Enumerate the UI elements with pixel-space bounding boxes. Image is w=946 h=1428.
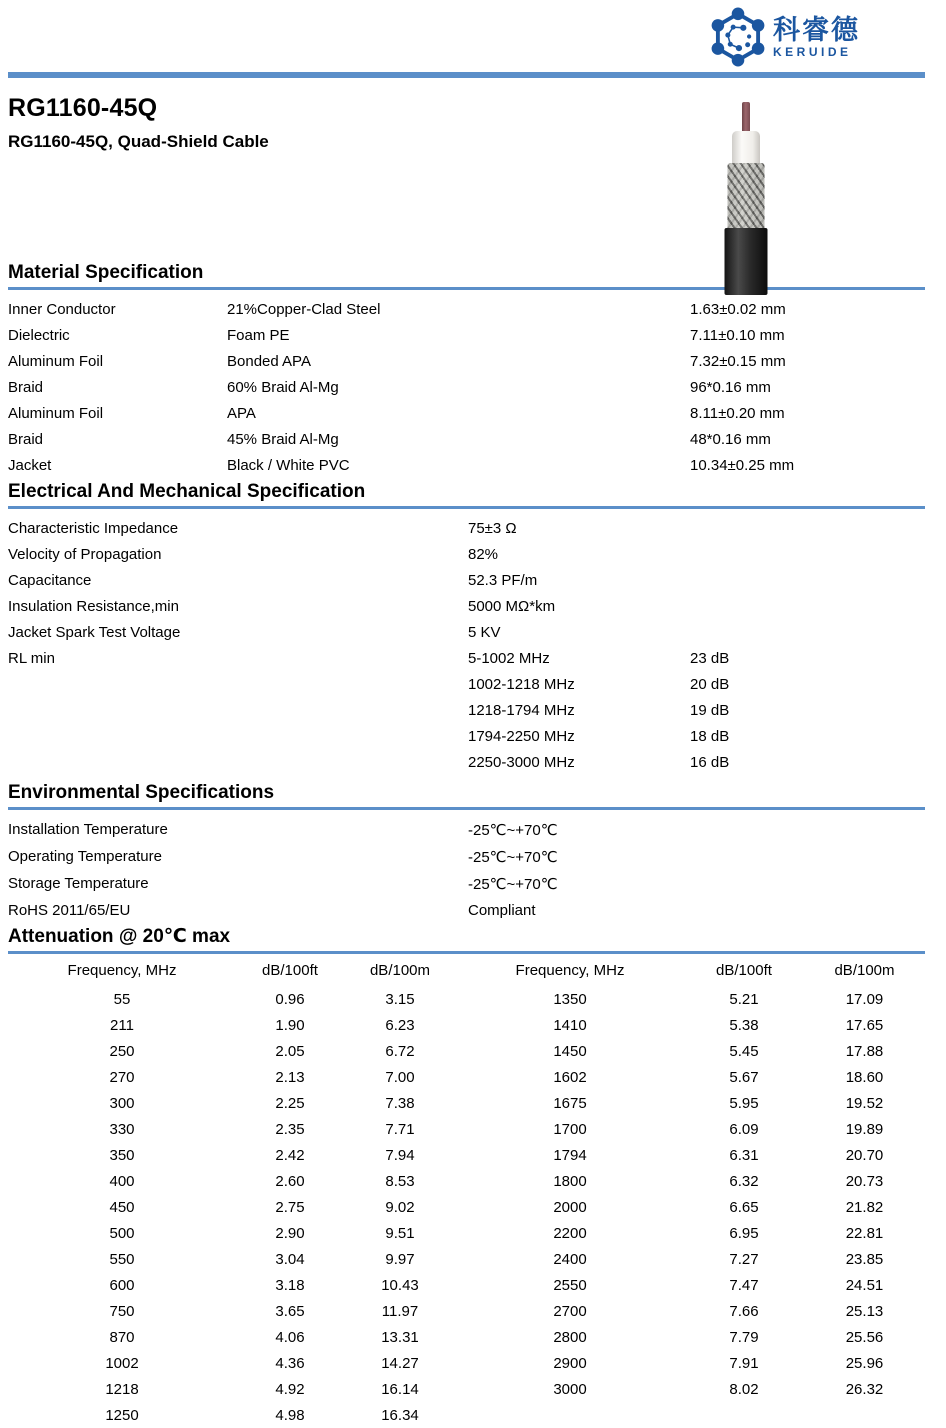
db100ft-right: 8.02 bbox=[729, 1380, 759, 1398]
db100m-right: 20.70 bbox=[845, 1146, 884, 1164]
material-dimension: 7.11±0.10 mm bbox=[690, 326, 785, 344]
table-row bbox=[8, 1142, 925, 1168]
material-value: Foam PE bbox=[227, 326, 290, 344]
db100ft-left: 2.90 bbox=[275, 1224, 305, 1242]
db100m-right: 23.85 bbox=[845, 1250, 884, 1268]
db100ft-left: 1.90 bbox=[275, 1016, 305, 1034]
column-header-db100ft-right: dB/100ft bbox=[716, 961, 772, 979]
material-label: Aluminum Foil bbox=[8, 352, 104, 370]
material-value: 60% Braid Al-Mg bbox=[227, 378, 339, 396]
db100ft-right: 7.66 bbox=[729, 1302, 759, 1320]
table-row bbox=[8, 1246, 925, 1272]
db100ft-right: 5.45 bbox=[729, 1042, 759, 1060]
column-header-db100m-right: dB/100m bbox=[834, 961, 895, 979]
db100m-left: 6.72 bbox=[385, 1042, 415, 1060]
environmental-label: RoHS 2011/65/EU bbox=[8, 902, 131, 919]
db100m-left: 6.23 bbox=[385, 1016, 415, 1034]
frequency-right: 3000 bbox=[553, 1380, 587, 1398]
db100ft-left: 2.42 bbox=[275, 1146, 305, 1164]
db100ft-right: 5.67 bbox=[729, 1068, 759, 1086]
electrical-value: 52.3 PF/m bbox=[468, 571, 538, 589]
table-row bbox=[8, 816, 925, 843]
db100m-right: 19.89 bbox=[845, 1120, 884, 1138]
page-title: RG1160-45Q bbox=[8, 94, 158, 122]
electrical-label: Characteristic Impedance bbox=[8, 519, 179, 537]
db100m-left: 16.14 bbox=[381, 1380, 419, 1398]
company-logo bbox=[709, 6, 860, 68]
table-row bbox=[8, 567, 925, 593]
db100ft-left: 0.96 bbox=[275, 990, 305, 1008]
db100m-right: 20.73 bbox=[845, 1172, 884, 1190]
table-row bbox=[8, 619, 925, 645]
cable-braid-shield bbox=[728, 163, 765, 230]
material-label: Aluminum Foil bbox=[8, 404, 104, 422]
db100m-right: 25.56 bbox=[845, 1328, 884, 1346]
db100ft-left: 2.13 bbox=[275, 1068, 305, 1086]
table-row bbox=[8, 1220, 925, 1246]
material-label: Dielectric bbox=[8, 326, 70, 344]
electrical-db-value: 18 dB bbox=[690, 727, 730, 745]
db100m-right: 17.65 bbox=[845, 1016, 884, 1034]
db100m-left: 7.71 bbox=[385, 1120, 415, 1138]
frequency-right: 2700 bbox=[553, 1302, 587, 1320]
frequency-left: 1250 bbox=[105, 1406, 139, 1424]
table-row bbox=[8, 1350, 925, 1376]
frequency-right: 1602 bbox=[553, 1068, 587, 1086]
section-heading-material: Material Specification bbox=[8, 262, 925, 290]
db100m-right: 26.32 bbox=[845, 1380, 884, 1398]
db100m-right: 25.96 bbox=[845, 1354, 884, 1372]
page-subtitle: RG1160-45Q, Quad-Shield Cable bbox=[8, 132, 269, 151]
db100ft-right: 5.21 bbox=[729, 990, 759, 1008]
electrical-label: Capacitance bbox=[8, 571, 92, 589]
material-dimension: 7.32±0.15 mm bbox=[690, 352, 786, 370]
electrical-value: 75±3 Ω bbox=[468, 519, 517, 537]
table-row bbox=[8, 749, 925, 775]
electrical-label: Jacket Spark Test Voltage bbox=[8, 623, 181, 641]
frequency-right: 2400 bbox=[553, 1250, 587, 1268]
material-dimension: 1.63±0.02 mm bbox=[690, 300, 786, 318]
db100ft-left: 3.04 bbox=[275, 1250, 305, 1268]
db100m-left: 14.27 bbox=[381, 1354, 419, 1372]
db100ft-left: 2.75 bbox=[275, 1198, 305, 1216]
electrical-value: 1002-1218 MHz bbox=[468, 675, 575, 693]
electrical-db-value: 20 dB bbox=[690, 675, 730, 693]
db100ft-right: 7.79 bbox=[729, 1328, 759, 1346]
environmental-label: Installation Temperature bbox=[8, 821, 168, 838]
db100ft-left: 4.98 bbox=[275, 1406, 305, 1424]
electrical-value: 5000 MΩ*km bbox=[468, 597, 556, 615]
table-row bbox=[8, 897, 925, 924]
material-value: 21%Copper-Clad Steel bbox=[227, 300, 381, 318]
db100ft-right: 5.95 bbox=[729, 1094, 759, 1112]
table-row bbox=[8, 1090, 925, 1116]
electrical-value: 1218-1794 MHz bbox=[468, 701, 575, 719]
table-row bbox=[8, 1402, 925, 1428]
table-row bbox=[8, 986, 925, 1012]
material-label: Braid bbox=[8, 378, 44, 396]
table-row bbox=[8, 541, 925, 567]
logo-wordmark bbox=[773, 14, 860, 59]
environmental-label: Storage Temperature bbox=[8, 875, 149, 892]
molecule-hexagon-logo-icon bbox=[709, 6, 767, 68]
environmental-label: Operating Temperature bbox=[8, 848, 162, 865]
frequency-left: 350 bbox=[109, 1146, 135, 1164]
material-dimension: 10.34±0.25 mm bbox=[690, 456, 795, 474]
material-spec-table bbox=[8, 296, 925, 478]
electrical-db-value: 19 dB bbox=[690, 701, 730, 719]
frequency-left: 1002 bbox=[105, 1354, 139, 1372]
material-dimension: 48*0.16 mm bbox=[690, 430, 771, 448]
db100ft-right: 6.09 bbox=[729, 1120, 759, 1138]
frequency-right: 2550 bbox=[553, 1276, 587, 1294]
frequency-right: 1450 bbox=[553, 1042, 587, 1060]
frequency-left: 55 bbox=[113, 990, 131, 1008]
section-heading-electrical: Electrical And Mechanical Specification bbox=[8, 481, 925, 509]
frequency-left: 450 bbox=[109, 1198, 135, 1216]
material-label: Jacket bbox=[8, 456, 52, 474]
db100ft-left: 3.18 bbox=[275, 1276, 305, 1294]
db100ft-left: 2.25 bbox=[275, 1094, 305, 1112]
db100ft-left: 4.36 bbox=[275, 1354, 305, 1372]
environmental-value: Compliant bbox=[468, 902, 536, 919]
frequency-right: 2800 bbox=[553, 1328, 587, 1346]
frequency-left: 600 bbox=[109, 1276, 135, 1294]
table-row bbox=[8, 593, 925, 619]
section-heading-attenuation: Attenuation @ 20℃ max bbox=[8, 925, 925, 954]
db100m-left: 9.51 bbox=[385, 1224, 415, 1242]
table-row bbox=[8, 697, 925, 723]
electrical-spec-table bbox=[8, 515, 925, 775]
frequency-left: 270 bbox=[109, 1068, 135, 1086]
frequency-left: 870 bbox=[109, 1328, 135, 1346]
db100ft-right: 7.47 bbox=[729, 1276, 759, 1294]
db100m-left: 13.31 bbox=[381, 1328, 419, 1346]
frequency-right: 1794 bbox=[553, 1146, 587, 1164]
table-row bbox=[8, 870, 925, 897]
frequency-right: 1700 bbox=[553, 1120, 587, 1138]
table-row bbox=[8, 348, 925, 374]
table-row bbox=[8, 400, 925, 426]
frequency-right: 1350 bbox=[553, 990, 587, 1008]
document-body bbox=[0, 94, 925, 1428]
frequency-left: 250 bbox=[109, 1042, 135, 1060]
db100ft-right: 6.65 bbox=[729, 1198, 759, 1216]
db100m-left: 10.43 bbox=[381, 1276, 419, 1294]
electrical-value: 5-1002 MHz bbox=[468, 649, 550, 667]
db100m-right: 17.09 bbox=[845, 990, 884, 1008]
material-label: Inner Conductor bbox=[8, 300, 116, 318]
db100m-right: 18.60 bbox=[845, 1068, 884, 1086]
section-heading-environmental: Environmental Specifications bbox=[8, 782, 925, 810]
table-row bbox=[8, 1376, 925, 1402]
header-divider-rule bbox=[8, 72, 925, 78]
table-row bbox=[8, 1168, 925, 1194]
db100m-left: 3.15 bbox=[385, 990, 415, 1008]
frequency-left: 500 bbox=[109, 1224, 135, 1242]
cable-dielectric bbox=[732, 131, 760, 164]
db100m-left: 7.00 bbox=[385, 1068, 415, 1086]
table-row bbox=[8, 645, 925, 671]
electrical-value: 2250-3000 MHz bbox=[468, 753, 575, 771]
db100m-right: 17.88 bbox=[845, 1042, 884, 1060]
table-row bbox=[8, 1012, 925, 1038]
table-row bbox=[8, 1064, 925, 1090]
column-header-frequency-right: Frequency, MHz bbox=[515, 961, 625, 979]
frequency-left: 1218 bbox=[105, 1380, 139, 1398]
frequency-right: 1675 bbox=[553, 1094, 587, 1112]
environmental-value: -25℃~+70℃ bbox=[468, 848, 558, 866]
db100ft-right: 6.31 bbox=[729, 1146, 759, 1164]
table-row bbox=[8, 426, 925, 452]
db100m-left: 7.94 bbox=[385, 1146, 415, 1164]
table-row bbox=[8, 1298, 925, 1324]
table-row bbox=[8, 515, 925, 541]
material-value: Black / White PVC bbox=[227, 456, 350, 474]
db100ft-right: 7.27 bbox=[729, 1250, 759, 1268]
material-value: 45% Braid Al-Mg bbox=[227, 430, 339, 448]
column-header-db100m-left: dB/100m bbox=[369, 961, 431, 979]
electrical-db-value: 16 dB bbox=[690, 753, 730, 771]
db100m-right: 24.51 bbox=[845, 1276, 884, 1294]
db100m-left: 9.02 bbox=[385, 1198, 415, 1216]
db100m-left: 9.97 bbox=[385, 1250, 415, 1268]
db100ft-left: 3.65 bbox=[275, 1302, 305, 1320]
frequency-right: 2900 bbox=[553, 1354, 587, 1372]
electrical-label: Velocity of Propagation bbox=[8, 545, 162, 563]
environmental-value: -25℃~+70℃ bbox=[468, 821, 558, 839]
column-header-frequency-left: Frequency, MHz bbox=[67, 961, 177, 979]
table-row bbox=[8, 1194, 925, 1220]
frequency-left: 400 bbox=[109, 1172, 135, 1190]
table-row bbox=[8, 452, 925, 478]
frequency-right: 1800 bbox=[553, 1172, 587, 1190]
db100m-left: 16.34 bbox=[381, 1406, 419, 1424]
db100ft-right: 6.95 bbox=[729, 1224, 759, 1242]
db100m-left: 8.53 bbox=[385, 1172, 415, 1190]
electrical-label: Insulation Resistance,min bbox=[8, 597, 179, 615]
frequency-right: 1410 bbox=[553, 1016, 587, 1034]
brand-name-english: KERUIDE bbox=[773, 44, 852, 59]
db100ft-right: 7.91 bbox=[729, 1354, 759, 1372]
material-value: APA bbox=[227, 404, 256, 422]
frequency-left: 211 bbox=[110, 1016, 134, 1034]
frequency-left: 330 bbox=[109, 1120, 135, 1138]
attenuation-table bbox=[8, 986, 925, 1428]
material-dimension: 96*0.16 mm bbox=[690, 378, 771, 396]
environmental-value: -25℃~+70℃ bbox=[468, 875, 558, 893]
table-row bbox=[8, 671, 925, 697]
db100ft-left: 2.35 bbox=[275, 1120, 305, 1138]
cable-jacket bbox=[725, 228, 768, 295]
table-row bbox=[8, 843, 925, 870]
table-row bbox=[8, 322, 925, 348]
db100ft-left: 2.05 bbox=[275, 1042, 305, 1060]
material-value: Bonded APA bbox=[227, 352, 311, 370]
db100m-right: 22.81 bbox=[845, 1224, 884, 1242]
electrical-value: 5 KV bbox=[468, 623, 501, 641]
db100m-left: 11.97 bbox=[381, 1302, 419, 1320]
frequency-left: 300 bbox=[109, 1094, 135, 1112]
electrical-label: RL min bbox=[8, 649, 55, 667]
frequency-right: 2000 bbox=[553, 1198, 587, 1216]
material-label: Braid bbox=[8, 430, 44, 448]
cable-product-image bbox=[722, 102, 770, 295]
material-dimension: 8.11±0.20 mm bbox=[690, 404, 785, 422]
db100ft-left: 4.92 bbox=[275, 1380, 305, 1398]
frequency-right: 2200 bbox=[553, 1224, 587, 1242]
db100m-left: 7.38 bbox=[385, 1094, 415, 1112]
table-row bbox=[8, 374, 925, 400]
electrical-db-value: 23 dB bbox=[690, 649, 730, 667]
db100m-right: 19.52 bbox=[845, 1094, 884, 1112]
attenuation-header-row bbox=[8, 954, 925, 986]
environmental-spec-table bbox=[8, 816, 925, 924]
frequency-left: 750 bbox=[109, 1302, 135, 1320]
db100ft-left: 2.60 bbox=[275, 1172, 305, 1190]
db100ft-right: 6.32 bbox=[729, 1172, 759, 1190]
column-header-db100ft-left: dB/100ft bbox=[262, 961, 318, 979]
table-row bbox=[8, 296, 925, 322]
db100ft-right: 5.38 bbox=[729, 1016, 759, 1034]
table-row bbox=[8, 1324, 925, 1350]
table-row bbox=[8, 723, 925, 749]
cable-inner-conductor bbox=[742, 102, 750, 133]
table-row bbox=[8, 1038, 925, 1064]
table-row bbox=[8, 1116, 925, 1142]
brand-name-chinese: 科睿德 bbox=[773, 14, 860, 45]
table-row bbox=[8, 1272, 925, 1298]
page-header bbox=[0, 0, 946, 72]
electrical-value: 82% bbox=[468, 545, 499, 563]
db100ft-left: 4.06 bbox=[275, 1328, 305, 1346]
electrical-value: 1794-2250 MHz bbox=[468, 727, 575, 745]
db100m-right: 21.82 bbox=[845, 1198, 884, 1216]
db100m-right: 25.13 bbox=[845, 1302, 884, 1320]
frequency-left: 550 bbox=[109, 1250, 135, 1268]
